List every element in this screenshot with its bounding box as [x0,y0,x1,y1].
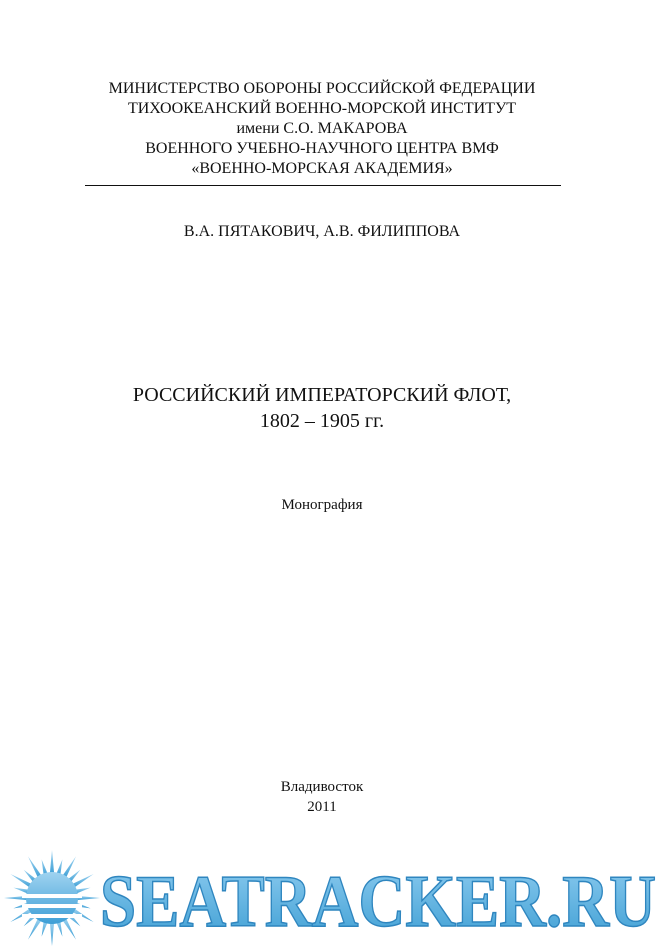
title-line-1: РОССИЙСКИЙ ИМПЕРАТОРСКИЙ ФЛОТ, [132,384,512,406]
header-divider [85,185,561,186]
header-academy: «ВОЕННО-МОРСКАЯ АКАДЕМИЯ» [191,160,453,177]
book-title [0,382,644,434]
sun-icon [4,850,100,946]
header-institute: ТИХООКЕАНСКИЙ ВОЕННО-МОРСКОЙ ИНСТИТУТ [127,100,517,117]
authors: В.А. ПЯТАКОВИЧ, А.В. ФИЛИППОВА [183,223,461,240]
genre-label: Монография [281,497,363,513]
sun-ray [50,922,54,946]
imprint-city: Владивосток [280,779,364,795]
header-center: ВОЕННОГО УЧЕБНО-НАУЧНОГО ЦЕНТРА ВМФ [145,140,499,157]
watermark-text: SEATRACKER.RU [100,861,656,943]
sun-ray [50,850,54,874]
imprint [0,777,644,817]
title-line-2: 1802 – 1905 гг. [259,410,385,432]
header-ministry: МИНИСТЕРСТВО ОБОРОНЫ РОССИЙСКОЙ ФЕДЕРАЦИИ [108,80,536,97]
imprint-year: 2011 [307,799,337,815]
header-named-after: имени С.О. МАКАРОВА [236,120,408,137]
watermark [0,838,664,946]
institution-header [0,79,644,179]
